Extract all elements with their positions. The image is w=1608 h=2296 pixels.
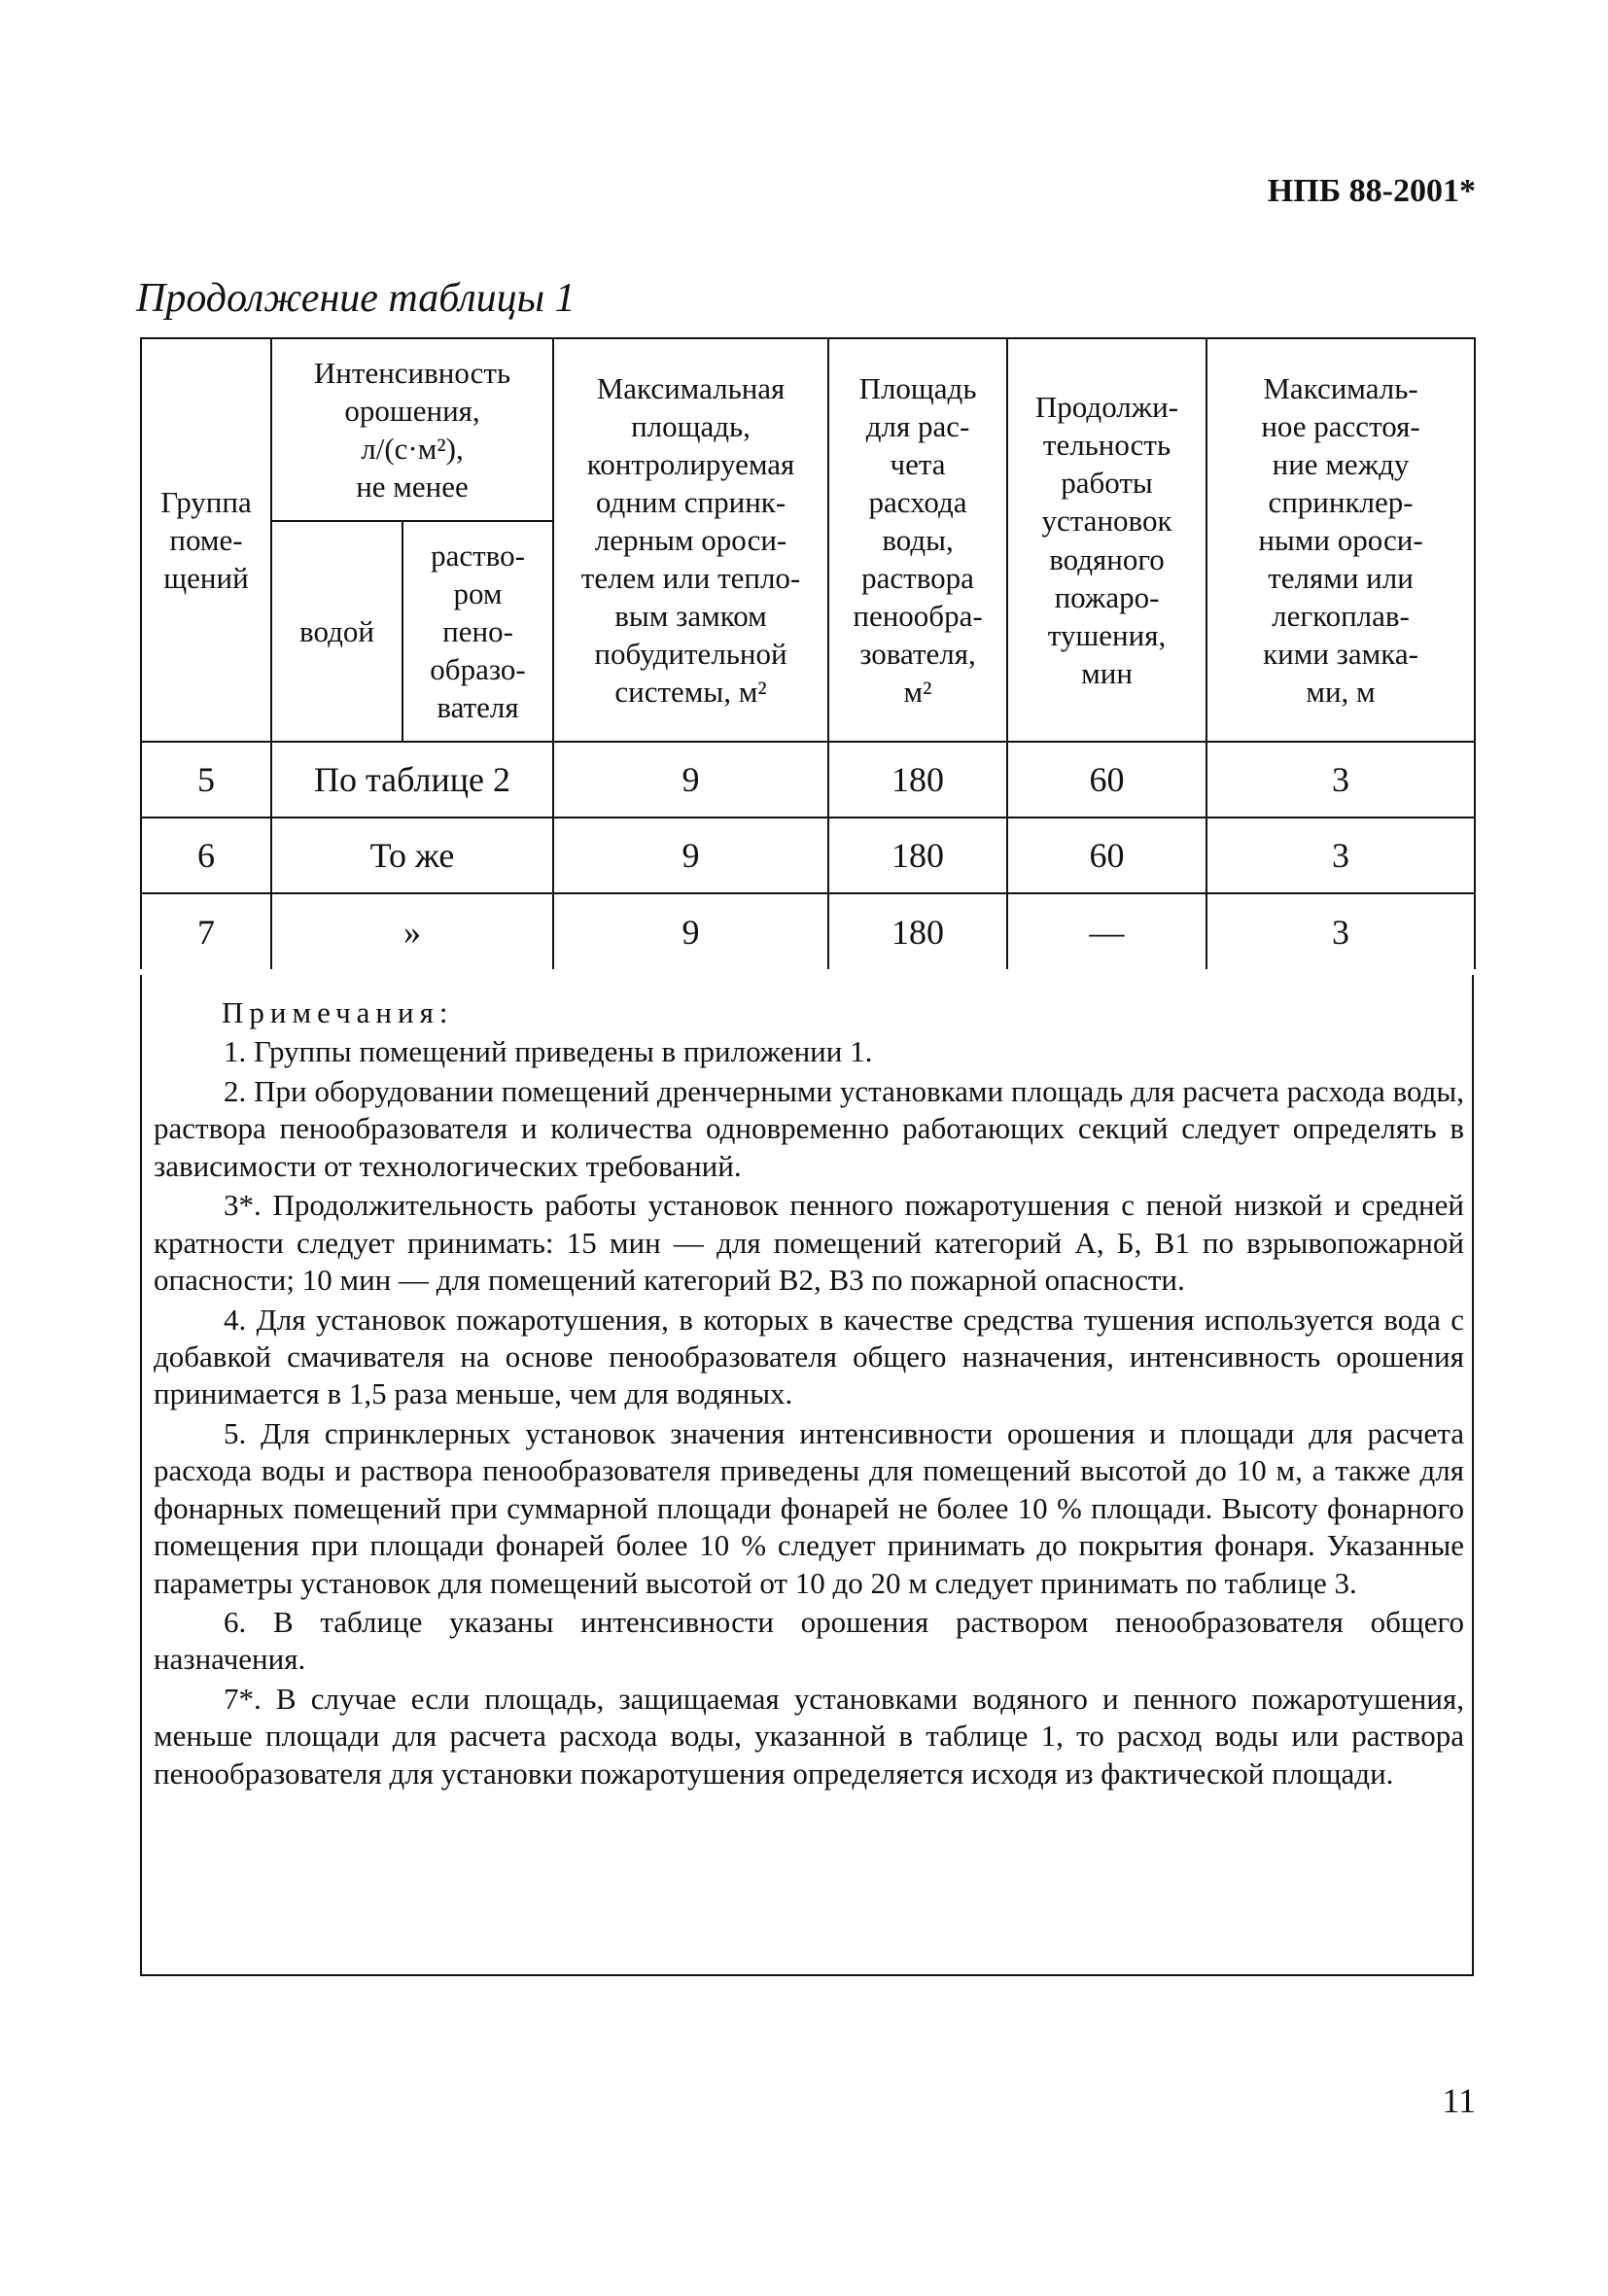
page-number: 11 xyxy=(1442,2081,1476,2120)
header-water: водой xyxy=(271,521,402,742)
cell-intensity: То же xyxy=(271,818,553,893)
cell-calc-area: 180 xyxy=(828,742,1007,818)
cell-group: 7 xyxy=(141,893,271,969)
cell-intensity: » xyxy=(271,893,553,969)
cell-max-area: 9 xyxy=(553,742,828,818)
header-calc-area: Площадь для рас- чета расхода воды, раствора пенообра- зователя, м² xyxy=(828,338,1007,742)
header-distance: Максималь- ное расстоя- ние между спринклер- ными ороси- телями или легкоплав- кими замка- ми, м xyxy=(1206,338,1475,742)
cell-duration: 60 xyxy=(1007,818,1206,893)
cell-calc-area: 180 xyxy=(828,818,1007,893)
cell-max-area: 9 xyxy=(553,818,828,893)
table-row xyxy=(141,742,1475,818)
document-code: НПБ 88-2001* xyxy=(1267,173,1476,209)
table-row xyxy=(141,818,1475,893)
note-item: 3*. Продолжительность работы установок пенного пожаротушения с пеной низкой и средней кратности следует принимать: 15 мин — для помещений категорий А, Б, В1 по взрывопожарной опасности; 10 мин — для помещений категорий В2, В3 по пожарной опасности. xyxy=(154,1188,1464,1298)
table-row xyxy=(141,893,1475,969)
cell-distance: 3 xyxy=(1206,818,1475,893)
cell-duration: 60 xyxy=(1007,742,1206,818)
note-item: 7*. В случае если площадь, защищаемая установками водяного и пенного пожаротушения, меньше площади для расчета расхода воды, указанной в таблице 1, то расход воды или раствора пенообразователя для установки пожаротушения определяется исходя из фактической площади. xyxy=(154,1681,1464,1791)
header-group: Группа поме- щений xyxy=(141,338,271,742)
header-duration: Продолжи- тельность работы установок водяного пожаро- тушения, мин xyxy=(1007,338,1206,742)
note-item: 5. Для спринклерных установок значения интенсивности орошения и площади для расчета расхода воды и раствора пенообразователя приведены для помещений высотой до 10 м, а также для фонарных помещений при суммарной площади фонарей не более 10 % площади. Высоту фонарного помещения при площади фонарей более 10 % следует принимать до покрытия фонаря. Указанные параметры установок для помещений высотой от 10 до 20 м следует принимать по таблице 3. xyxy=(154,1415,1464,1600)
table-caption: Продолжение таблицы 1 xyxy=(136,276,576,321)
sprinkler-parameters-table xyxy=(140,337,1476,969)
cell-distance: 3 xyxy=(1206,893,1475,969)
notes-box xyxy=(140,975,1474,1976)
cell-calc-area: 180 xyxy=(828,893,1007,969)
cell-intensity: По таблице 2 xyxy=(271,742,553,818)
cell-distance: 3 xyxy=(1206,742,1475,818)
cell-group: 5 xyxy=(141,742,271,818)
header-foam-solution: раство- ром пено- образо- вателя xyxy=(402,521,553,742)
header-max-area: Максимальная площадь, контролируемая одним спринк- лерным ороси- телем или тепло- вым замком побудительной системы, м² xyxy=(553,338,828,742)
cell-max-area: 9 xyxy=(553,893,828,969)
header-intensity: Интенсивность орошения, л/(с·м²), не менее xyxy=(271,338,553,521)
cell-group: 6 xyxy=(141,818,271,893)
cell-duration: — xyxy=(1007,893,1206,969)
note-item: 6. В таблице указаны интенсивности орошения раствором пенообразователя общего назначения. xyxy=(154,1605,1464,1677)
note-item: 2. При оборудовании помещений дренчерными установками площадь для расчета расхода воды, раствора пенообразователя и количества одновременно работающих секций следует определять в зависимости от технологических требований. xyxy=(154,1073,1464,1183)
note-item: 1. Группы помещений приведены в приложении 1. xyxy=(224,1034,873,1069)
note-item: 4. Для установок пожаротушения, в которых в качестве средства тушения используется вода с добавкой смачивателя на основе пенообразователя общего назначения, интенсивность орошения принимается в 1,5 раза меньше, чем для водяных. xyxy=(154,1302,1464,1411)
notes-title: Примечания: xyxy=(222,995,454,1029)
